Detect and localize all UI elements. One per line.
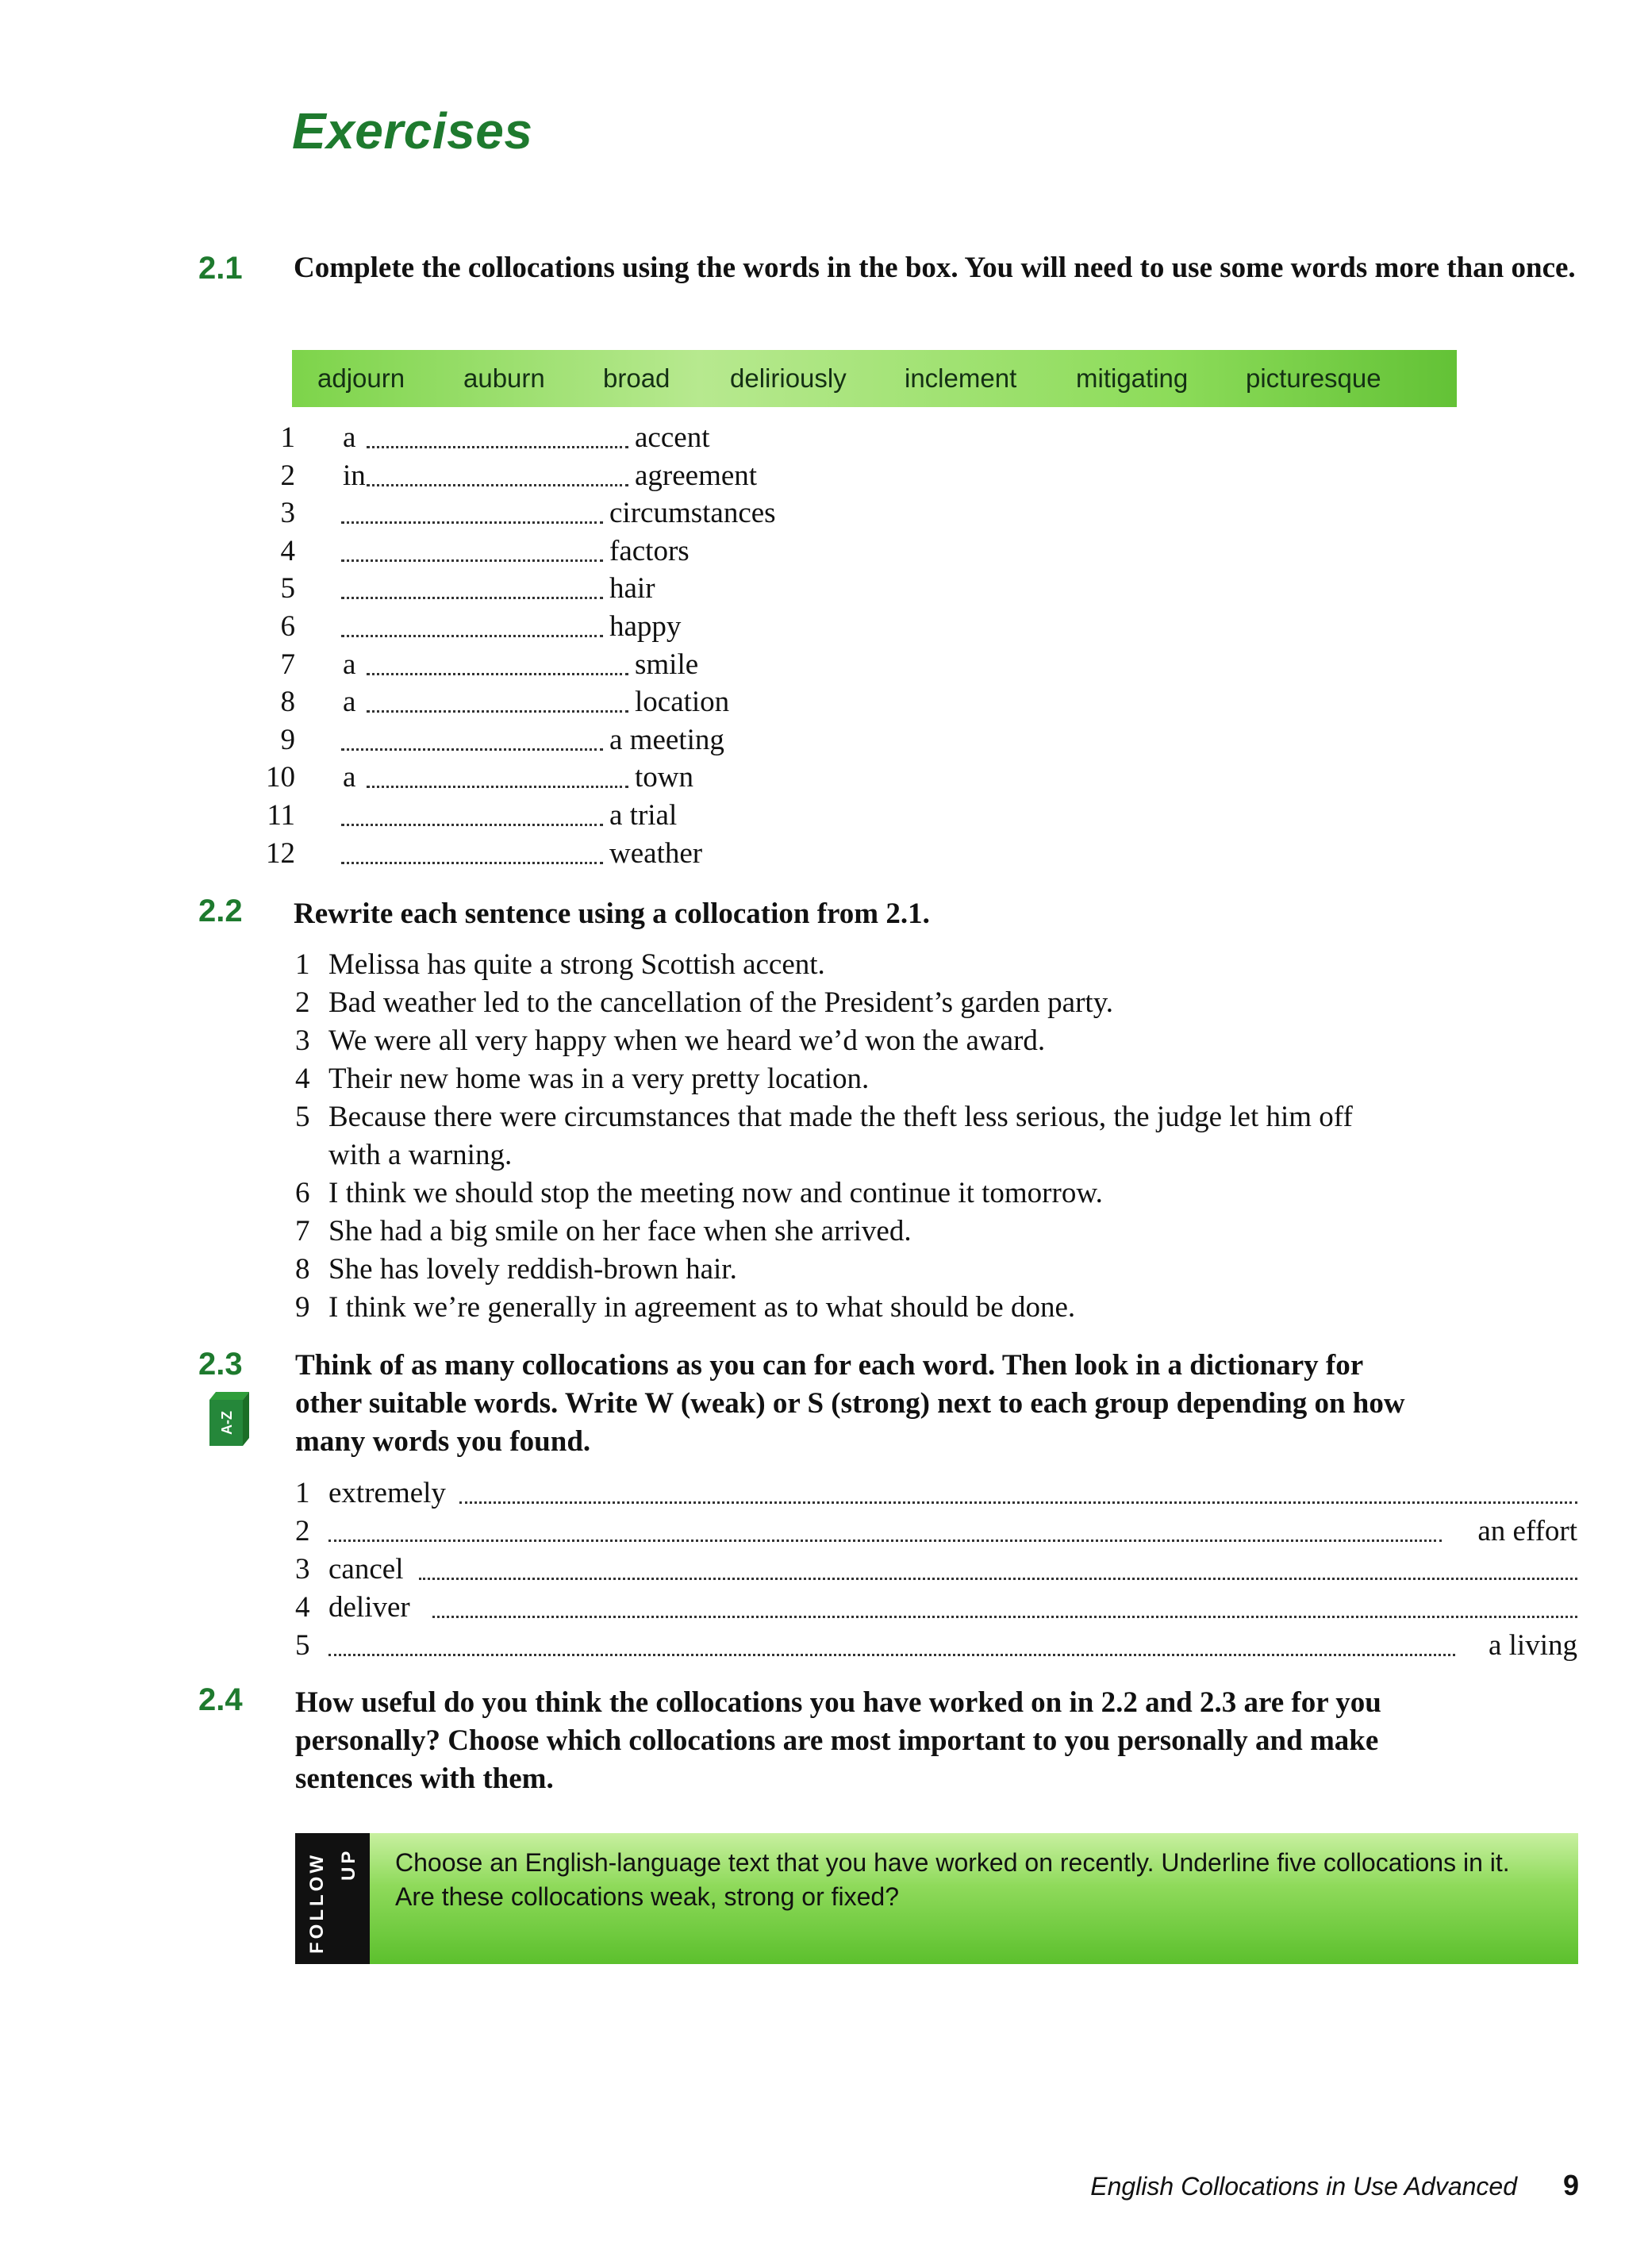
sentence-text: Bad weather led to the cancellation of the President’s garden party. <box>328 986 1114 1019</box>
list-item <box>270 721 984 759</box>
item-number: 5 <box>295 1101 310 1133</box>
item-collocate: accent <box>635 421 710 454</box>
sentence-text: She had a big smile on her face when she arrived. <box>328 1215 912 1247</box>
follow-up-label-word: FOLLOW <box>306 1852 328 1954</box>
exercise-2-4-instruction-line: personally? Choose which collocations are most important to you personally and make <box>295 1724 1379 1757</box>
item-number: 10 <box>266 761 295 794</box>
answer-blank[interactable] <box>367 710 628 713</box>
exercise-2-2-instruction: Rewrite each sentence using a collocation from 2.1. <box>294 898 930 930</box>
item-number: 4 <box>280 534 295 567</box>
item-word: cancel <box>328 1553 404 1586</box>
word-box-item: adjourn <box>317 363 405 393</box>
item-number: 2 <box>295 986 310 1019</box>
list-item <box>266 759 984 797</box>
word-box-item: deliriously <box>730 363 847 393</box>
footer-book-title: English Collocations in Use Advanced <box>1090 2172 1517 2201</box>
item-collocate: factors <box>609 534 690 567</box>
list-item <box>267 797 984 835</box>
list-item <box>270 532 984 571</box>
word-box-item: broad <box>603 363 670 393</box>
list-item <box>270 457 984 495</box>
answer-blank[interactable] <box>341 559 603 562</box>
item-prefix: a <box>343 686 356 719</box>
item-collocate: a trial <box>609 799 678 832</box>
word-box-item: inclement <box>905 363 1017 393</box>
answer-blank[interactable] <box>419 1578 1577 1580</box>
exercise-2-4-instruction-line: sentences with them. <box>295 1763 554 1795</box>
item-number: 4 <box>295 1591 310 1624</box>
item-number: 6 <box>280 610 295 643</box>
sentence-text: She has lovely reddish-brown hair. <box>328 1253 737 1286</box>
item-number: 5 <box>295 1629 310 1662</box>
list-item <box>270 608 984 646</box>
list-item <box>270 683 984 721</box>
item-number: 8 <box>295 1253 310 1286</box>
item-prefix: a <box>343 421 356 454</box>
word-box <box>292 350 1457 407</box>
book-icon-label: A-Z <box>219 1411 235 1435</box>
item-collocate: circumstances <box>609 497 776 530</box>
exercise-2-4-instruction-line: How useful do you think the collocations you have worked on in 2.2 and 2.3 are for you <box>295 1686 1381 1719</box>
item-number: 8 <box>280 686 295 719</box>
sentence-text: We were all very happy when we heard we’d won the award. <box>328 1024 1046 1057</box>
sentence-text: with a warning. <box>328 1139 513 1171</box>
answer-blank[interactable] <box>341 521 603 524</box>
item-prefix: in <box>343 459 366 492</box>
item-collocate: town <box>635 761 693 794</box>
word-box-item: mitigating <box>1076 363 1189 393</box>
follow-up-text-line: Choose an English-language text that you have worked on recently. Underline five collocations in it. <box>395 1848 1510 1877</box>
item-word: extremely <box>328 1477 446 1509</box>
item-number: 7 <box>280 648 295 681</box>
item-number: 9 <box>280 723 295 756</box>
answer-blank[interactable] <box>341 862 603 864</box>
exercise-2-3-instruction-line: many words you found. <box>295 1425 591 1458</box>
sentence-text: I think we should stop the meeting now and continue it tomorrow. <box>328 1177 1103 1209</box>
word-box-item: auburn <box>463 363 545 393</box>
item-number: 1 <box>280 421 295 454</box>
item-word: a living <box>1488 1629 1577 1662</box>
follow-up-text-line: Are these collocations weak, strong or fixed? <box>395 1882 899 1911</box>
item-collocate: happy <box>609 610 682 643</box>
sentence-text: Melissa has quite a strong Scottish accent. <box>328 948 825 981</box>
item-collocate: location <box>635 686 730 719</box>
item-number: 2 <box>295 1515 310 1547</box>
answer-blank[interactable] <box>341 635 603 637</box>
list-item <box>266 835 984 873</box>
answer-blank[interactable] <box>341 824 603 826</box>
item-number: 1 <box>295 1477 310 1509</box>
answer-blank[interactable] <box>367 673 628 675</box>
follow-up-label <box>295 1833 370 1964</box>
item-prefix: a <box>343 761 356 794</box>
item-number: 7 <box>295 1215 310 1247</box>
answer-blank[interactable] <box>432 1616 1577 1618</box>
follow-up-panel <box>295 1833 1578 1964</box>
item-prefix: a <box>343 648 356 681</box>
list-item <box>270 419 984 457</box>
item-collocate: smile <box>635 648 699 681</box>
exercise-2-3-instruction-line: other suitable words. Write W (weak) or S (strong) next to each group depending on how <box>295 1387 1405 1420</box>
answer-blank[interactable] <box>328 1540 1442 1542</box>
exercise-2-2-number: 2.2 <box>198 894 243 928</box>
sentence-text: Their new home was in a very pretty location. <box>328 1063 870 1095</box>
item-number: 5 <box>280 572 295 605</box>
sentence-text: I think we’re generally in agreement as to what should be done. <box>328 1291 1076 1324</box>
answer-blank[interactable] <box>341 748 603 751</box>
dictionary-book-icon <box>205 1390 251 1447</box>
item-number: 3 <box>295 1553 310 1586</box>
answer-blank[interactable] <box>367 484 628 486</box>
item-number: 3 <box>295 1024 310 1057</box>
item-number: 9 <box>295 1291 310 1324</box>
answer-blank[interactable] <box>459 1501 1577 1504</box>
follow-up-label-word: UP <box>338 1847 359 1881</box>
item-number: 11 <box>267 799 295 832</box>
answer-blank[interactable] <box>367 786 628 788</box>
item-collocate: weather <box>609 836 703 870</box>
item-word: deliver <box>328 1591 410 1624</box>
sentence-text: Because there were circumstances that made the theft less serious, the judge let him off <box>328 1101 1353 1133</box>
answer-blank[interactable] <box>367 446 628 448</box>
list-item <box>270 494 984 532</box>
item-collocate: hair <box>609 572 655 605</box>
page-number: 9 <box>1563 2169 1580 2201</box>
exercise-2-4-number: 2.4 <box>198 1682 243 1717</box>
answer-blank[interactable] <box>341 597 603 599</box>
item-word: an effort <box>1477 1515 1577 1547</box>
item-number: 12 <box>266 836 295 870</box>
exercise-2-1-instruction: Complete the collocations using the words in the box. You will need to use some words more than once. <box>294 252 1576 284</box>
follow-up-text <box>395 1846 1562 1914</box>
page-heading: Exercises <box>292 102 533 160</box>
item-number: 1 <box>295 948 310 981</box>
exercise-2-1-number: 2.1 <box>198 251 243 286</box>
item-number: 4 <box>295 1063 310 1095</box>
exercise-2-3-instruction-line: Think of as many collocations as you can for each word. Then look in a dictionary for <box>295 1349 1364 1382</box>
item-number: 3 <box>280 497 295 530</box>
item-number: 6 <box>295 1177 310 1209</box>
word-box-item: picturesque <box>1246 363 1381 393</box>
exercise-2-3-number: 2.3 <box>198 1347 243 1382</box>
item-collocate: a meeting <box>609 723 724 756</box>
list-item <box>270 570 984 608</box>
answer-blank[interactable] <box>328 1654 1455 1656</box>
list-item <box>270 646 984 684</box>
item-number: 2 <box>280 459 295 492</box>
item-collocate: agreement <box>635 459 758 492</box>
